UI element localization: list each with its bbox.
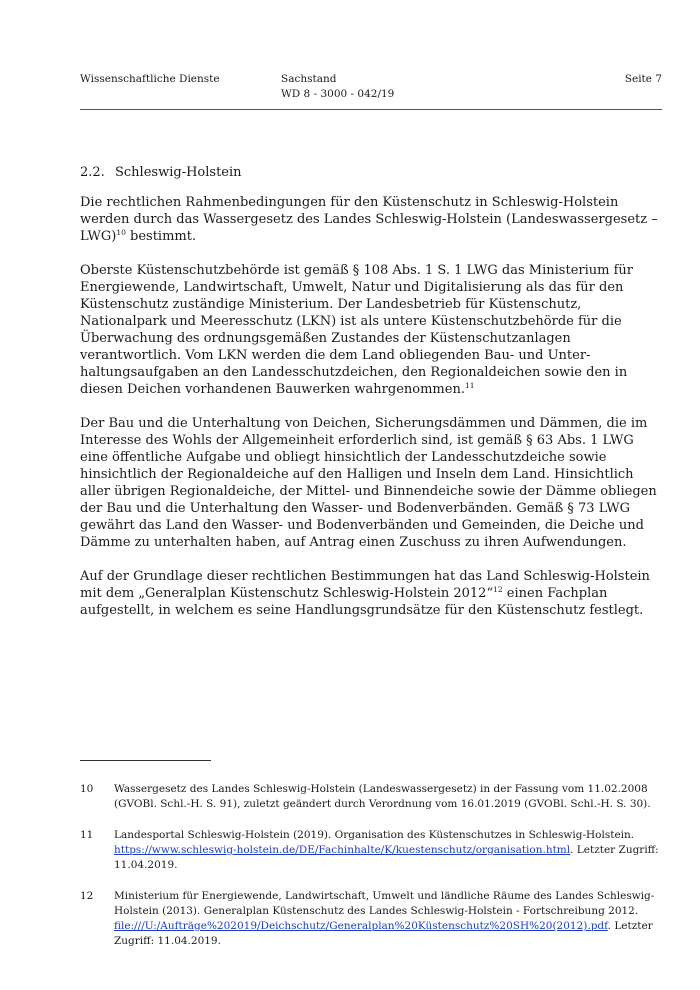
header-department: Wissenschaftliche Dienste — [80, 73, 220, 85]
main-content — [80, 164, 662, 636]
paragraph-1-text: Die rechtlichen Rahmenbedingungen für den Küstenschutz in Schleswig-Holstein werden durch das Wassergesetz des Landes Schleswig-Holstein (Landeswassergesetz – LWG) — [80, 195, 658, 244]
footnote-link[interactable]: https://www.schleswig-holstein.de/DE/Fachinhalte/K/kuestenschutz/organisation.html — [114, 844, 571, 856]
footnote-11 — [80, 828, 662, 873]
footnote-10 — [80, 782, 662, 812]
footnote-number: 12 — [80, 890, 94, 902]
section-title: Schleswig-Holstein — [115, 165, 242, 180]
footnote-access-date: . Letzter Zugriff: 11.04.2019. — [114, 920, 653, 947]
footnote-12 — [80, 889, 662, 949]
section-number: 2.2. — [80, 165, 105, 180]
header-document-info — [281, 72, 394, 102]
header-divider — [80, 109, 662, 110]
footnote-ref-10[interactable]: 10 — [116, 228, 126, 237]
paragraph-3: Der Bau und die Unterhaltung von Deichen, Sicherungsdämmen und Dämmen, die im Interesse des Wohls der Allgemeinheit erforderlich sind, ist gemäß § 63 Abs. 1 LWG eine öffentliche Aufgabe und obliegt hinsichtlich der Landesschutzdeiche sowie hinsichtlich der Regionaldeiche auf den Halligen und Inseln dem Land. Hinsichtlich aller übrigen Regionaldeiche, der Mittel- und Binnendeiche sowie der Dämme obliegen der Bau und die Unterhaltung den Wasser- und Bodenverbänden. Gemäß § 73 LWG gewährt das Land den Wasser- und Bodenverbänden und Gemeinden, die Deiche und Dämme zu unterhalten haben, auf Antrag einen Zuschuss zu ihren Aufwendungen. — [80, 416, 657, 550]
header-doc-type: Sachstand — [281, 73, 337, 85]
section-heading — [80, 164, 662, 181]
footnote-ref-11[interactable]: 11 — [464, 381, 475, 390]
footnote-text: Landesportal Schleswig-Holstein (2019). Organisation des Küstenschutzes in Schleswig-Holstein. — [114, 829, 635, 841]
footnotes — [80, 782, 662, 965]
footnote-number: 11 — [80, 829, 94, 841]
footnote-link[interactable]: file:///U:/Aufträge%202019/Deichschutz/Generalplan%20Küstenschutz%20SH%20(2012).pdf — [114, 920, 608, 932]
paragraph-2-text: Oberste Küstenschutzbehörde ist gemäß § 108 Abs. 1 S. 1 LWG das Ministerium für Energiewende, Landwirtschaft, Umwelt, Natur und Digitalisierung als das für den Küstenschutz zuständige Ministerium. Der Landesbetrieb für Küstenschutz, Nationalpark und Meeresschutz (LKN) ist als untere Küstenschutzbehörde für die Überwachung des ordnungsgemäßen Zustandes der Küstenschutzanlagen verantwortlich. Vom LKN werden die dem Land obliegenden Bau- und Unterhaltungsaufgaben an den Landesschutzdeichen, den Regionaldeichen sowie den in diesen Deichen vorhandenen Bauwerken wahrgenommen. — [80, 263, 633, 397]
footnote-number: 10 — [80, 783, 94, 795]
paragraph-4-text: Auf der Grundlage dieser rechtlichen Bestimmungen hat das Land Schleswig-Holstein mit dem „Generalplan Küstenschutz Schleswig-Holstein 2012“ — [80, 569, 650, 601]
paragraph-4-text-end: einen Fachplan aufgestellt, in welchem es seine Handlungsgrundsätze für den Küstenschutz festlegt. — [80, 586, 644, 618]
footnote-text: Wassergesetz des Landes Schleswig-Holstein (Landeswassergesetz) in der Fassung vom 11.02.2008 (GVOBl. Schl.-H. S. 91), zuletzt geändert durch Verordnung vom 16.01.2019 (GVOBl. Schl.-H. S. 30). — [114, 783, 651, 810]
header-doc-number: WD 8 - 3000 - 042/19 — [281, 88, 395, 100]
footnote-access-date: . Letzter Zugriff: 11.04.2019. — [114, 844, 659, 871]
footnote-divider — [80, 760, 211, 761]
paragraph-1 — [80, 194, 662, 245]
footnote-body — [114, 828, 662, 873]
paragraph-2 — [80, 262, 662, 398]
paragraph-4 — [80, 568, 662, 619]
paragraph-1-text-end: bestimmt. — [125, 229, 197, 244]
footnote-ref-12[interactable]: 12 — [493, 585, 503, 594]
header-page-number: Seite 7 — [624, 73, 662, 85]
footnote-text: Ministerium für Energiewende, Landwirtschaft, Umwelt und ländliche Räume des Landes Schleswig-Holstein (2013). Generalplan Küstenschutz des Landes Schleswig-Holstein - Fortschreibung 2012. — [114, 890, 655, 917]
footnote-body — [114, 889, 662, 949]
